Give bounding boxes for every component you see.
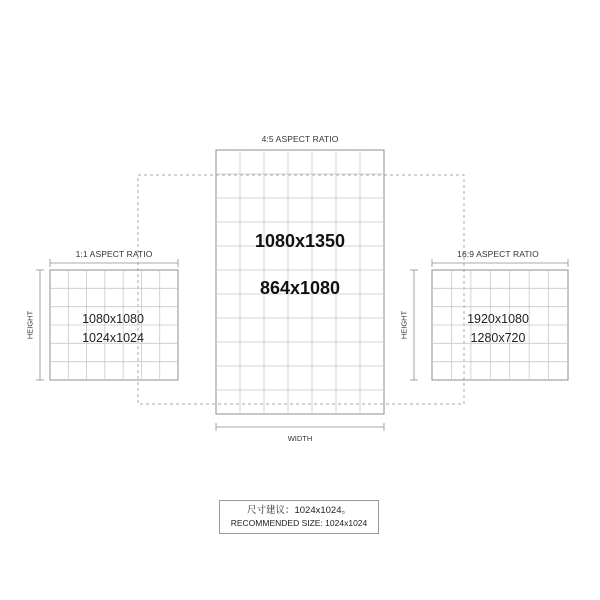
portrait-resolution-1: 1080x1350	[254, 231, 346, 251]
landscape-panel-title: 16:9 ASPECT RATIO	[457, 249, 539, 259]
landscape-resolution-2: 1280x720	[470, 331, 526, 345]
landscape-resolution-1: 1920x1080	[467, 312, 529, 326]
note-line-english: RECOMMENDED SIZE: 1024x1024	[230, 518, 368, 528]
square-panel-title: 1:1 ASPECT RATIO	[75, 249, 153, 259]
square-width-guide	[50, 259, 178, 267]
landscape-height-guide	[410, 270, 418, 380]
square-height-label: HEIGHT	[25, 310, 35, 340]
portrait-panel-title: 4:5 ASPECT RATIO	[261, 134, 339, 144]
landscape-height-label: HEIGHT	[399, 310, 409, 340]
portrait-width-guide	[216, 423, 384, 431]
recommended-size-note	[219, 500, 379, 534]
landscape-width-guide	[432, 259, 568, 267]
square-height-guide	[36, 270, 44, 380]
portrait-width-label: WIDTH	[287, 434, 313, 443]
portrait-resolution-2: 864x1080	[259, 278, 341, 298]
note-line-chinese: 尺寸建议：1024x1024。	[246, 505, 352, 516]
square-resolution-1: 1080x1080	[82, 312, 144, 326]
square-resolution-2: 1024x1024	[82, 331, 144, 345]
